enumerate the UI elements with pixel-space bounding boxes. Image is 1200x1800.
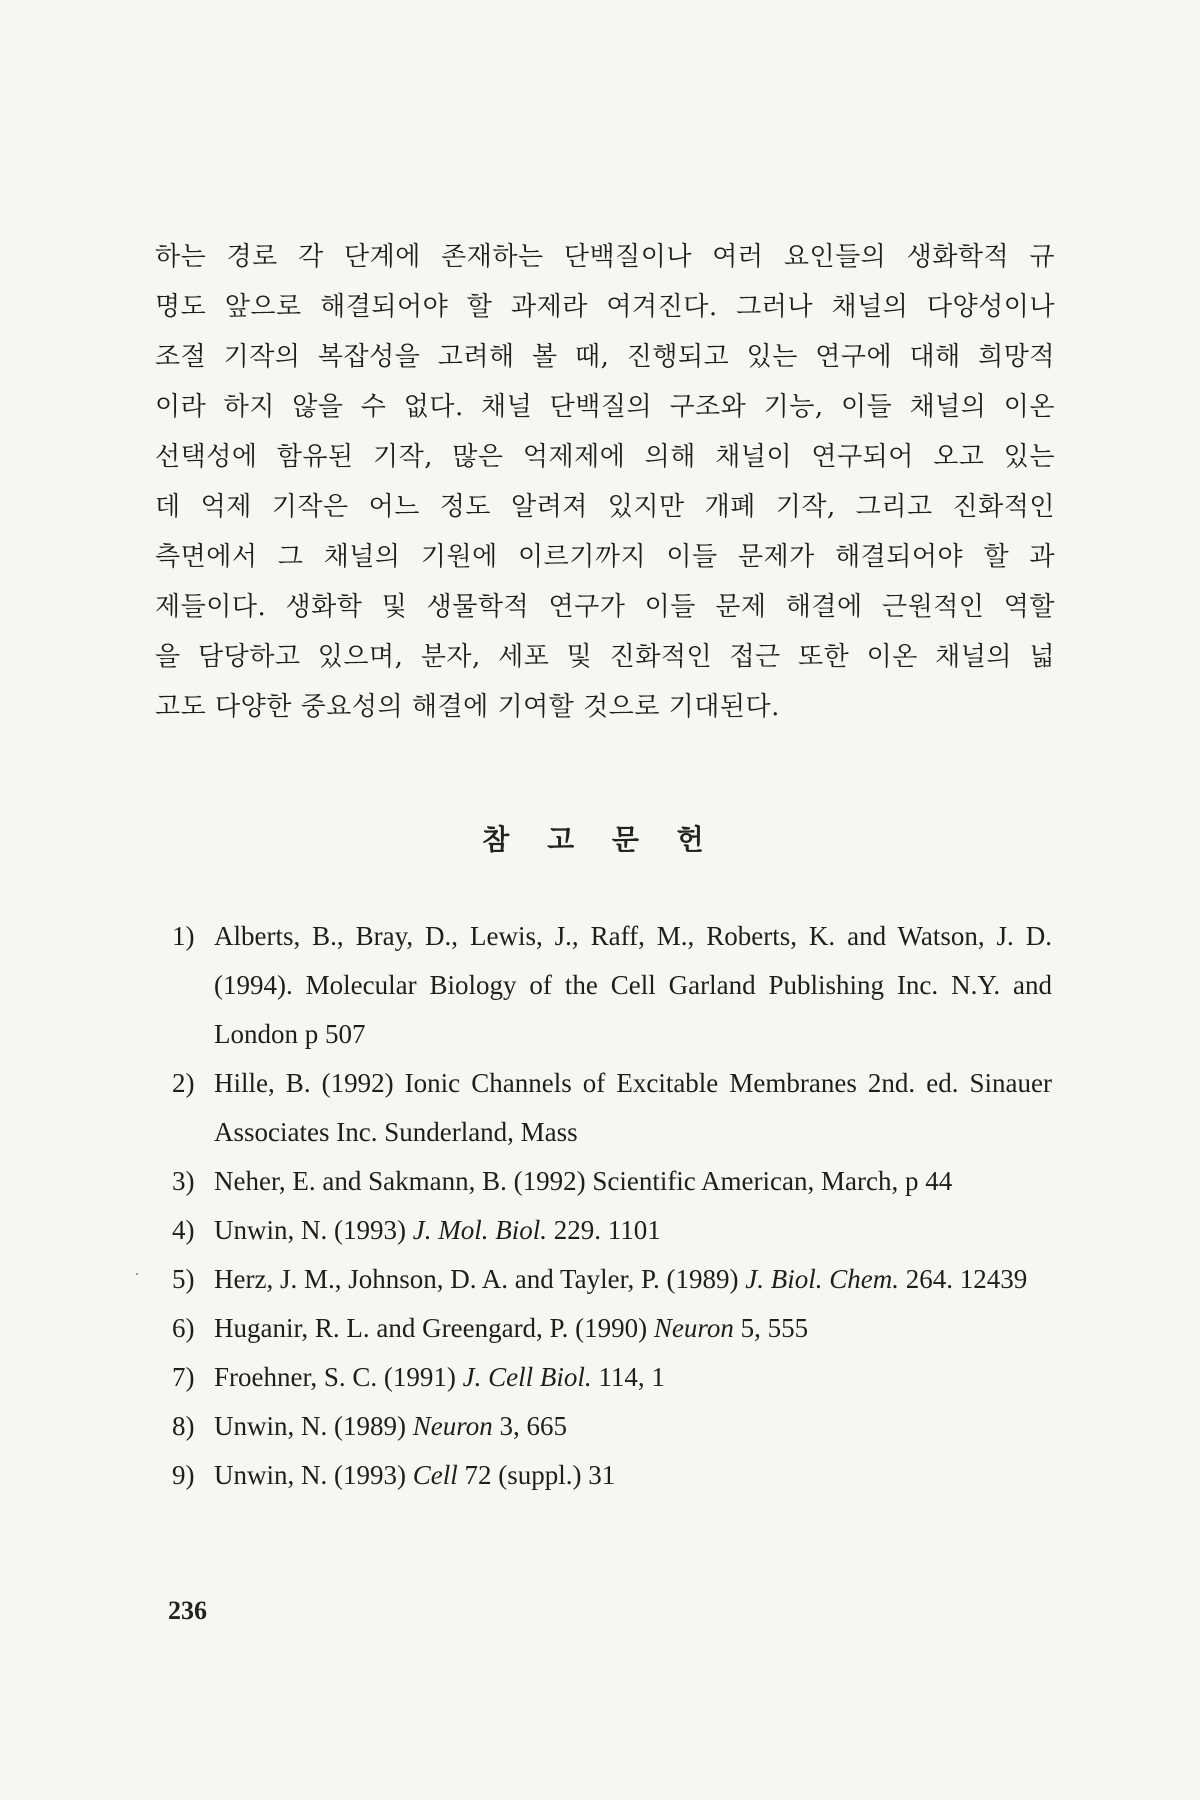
reference-item [172, 1255, 1052, 1304]
reference-text [214, 1157, 1052, 1206]
journal-title: Cell [412, 1460, 458, 1490]
reference-number: 6) [172, 1313, 195, 1343]
reference-item [172, 1304, 1052, 1353]
reference-text [214, 1451, 1052, 1500]
reference-number: 1) [172, 921, 195, 951]
reference-segment: Unwin, N. (1993) [214, 1460, 413, 1490]
body-line: 선택성에 함유된 기작, 많은 억제제에 의해 채널이 연구되어 오고 있는 [155, 442, 1055, 472]
reference-segment: 3, 665 [492, 1411, 567, 1441]
reference-segment: Neher, E. and Sakmann, B. (1992) Scientific American, March, p 44 [214, 1166, 953, 1196]
body-line: 데 억제 기작은 어느 정도 알려져 있지만 개폐 기작, 그리고 진화적인 [155, 492, 1055, 522]
reference-segment: Alberts, B., Bray, D., Lewis, J., Raff, M., Roberts, K. and Watson, J. D. (1994). Molecular Biology of the Cell Garland Publishing Inc. N.Y. and London p 507 [214, 921, 1052, 1049]
reference-segment: 114, 1 [591, 1362, 665, 1392]
reference-item [172, 1059, 1052, 1157]
reference-text [214, 912, 1052, 1059]
margin-dot [136, 1273, 138, 1275]
reference-segment: Hille, B. (1992) Ionic Channels of Excitable Membranes 2nd. ed. Sinauer Associates Inc. Sunderland, Mass [214, 1068, 1052, 1147]
reference-text [172, 1255, 1052, 1304]
reference-text [214, 1059, 1052, 1157]
reference-item [172, 1206, 1052, 1255]
reference-item [172, 1402, 1052, 1451]
reference-number: 2) [172, 1068, 195, 1098]
reference-item [172, 912, 1052, 1059]
reference-text [214, 1206, 1052, 1255]
reference-text [214, 1402, 1052, 1451]
body-line: 조절 기작의 복잡성을 고려해 볼 때, 진행되고 있는 연구에 대해 희망적 [155, 342, 1055, 372]
reference-number: 3) [172, 1166, 195, 1196]
journal-title: J. Cell Biol. [462, 1362, 592, 1392]
reference-segment: Unwin, N. (1989) [214, 1411, 413, 1441]
reference-item [172, 1353, 1052, 1402]
reference-number: 7) [172, 1362, 195, 1392]
reference-list [172, 912, 1052, 1500]
reference-segment: 72 (suppl.) 31 [457, 1460, 616, 1490]
reference-segment: 229. 1101 [546, 1215, 661, 1245]
body-line: 측면에서 그 채널의 기원에 이르기까지 이들 문제가 해결되어야 할 과 [155, 542, 1055, 572]
body-paragraph [155, 232, 1055, 732]
reference-segment: Herz, J. M., Johnson, D. A. and Tayler, P. (1989) [214, 1264, 746, 1294]
reference-text [214, 1304, 1052, 1353]
journal-title: J. Mol. Biol. [412, 1215, 547, 1245]
reference-segment: 5, 555 [733, 1313, 809, 1343]
page-number: 236 [168, 1596, 207, 1625]
journal-title: J. Biol. Chem. [745, 1264, 899, 1294]
journal-title: Neuron [412, 1411, 493, 1441]
reference-item [172, 1451, 1052, 1500]
references-heading: 참 고 문 헌 [482, 823, 718, 856]
body-line: 하는 경로 각 단계에 존재하는 단백질이나 여러 요인들의 생화학적 규 [155, 242, 1055, 272]
body-line: 을 담당하고 있으며, 분자, 세포 및 진화적인 접근 또한 이온 채널의 넓 [155, 642, 1055, 672]
reference-item [172, 1157, 1052, 1206]
journal-title: Neuron [653, 1313, 734, 1343]
body-line: 이라 하지 않을 수 없다. 채널 단백질의 구조와 기능, 이들 채널의 이온 [155, 392, 1055, 422]
reference-segment: 264. 12439 [898, 1264, 1028, 1294]
reference-number: 4) [172, 1215, 195, 1245]
reference-segment: Unwin, N. (1993) [214, 1215, 413, 1245]
reference-segment: Huganir, R. L. and Greengard, P. (1990) [214, 1313, 654, 1343]
body-line: 고도 다양한 중요성의 해결에 기여할 것으로 기대된다. [155, 692, 780, 722]
body-line: 명도 앞으로 해결되어야 할 과제라 여겨진다. 그러나 채널의 다양성이나 [155, 292, 1055, 322]
reference-number: 5) [172, 1264, 195, 1294]
reference-segment: Froehner, S. C. (1991) [214, 1362, 463, 1392]
reference-number: 8) [172, 1411, 195, 1441]
reference-number: 9) [172, 1460, 195, 1490]
reference-text [214, 1353, 1052, 1402]
body-line: 제들이다. 생화학 및 생물학적 연구가 이들 문제 해결에 근원적인 역할 [155, 592, 1055, 622]
